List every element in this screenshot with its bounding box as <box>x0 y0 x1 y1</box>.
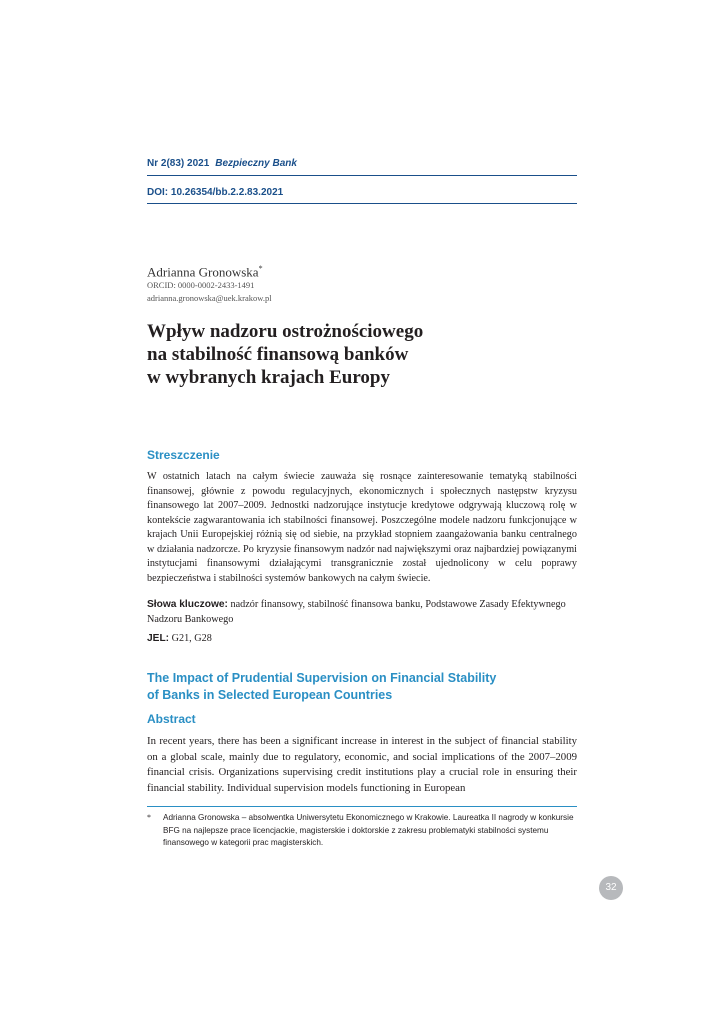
abstract-en-heading: Abstract <box>147 712 196 726</box>
jel-label: JEL: <box>147 633 170 644</box>
abstract-pl-heading: Streszczenie <box>147 448 220 462</box>
keywords-label: Słowa kluczowe: <box>147 599 228 610</box>
running-header <box>147 158 577 169</box>
abstract-pl-text: W ostatnich latach na całym świecie zauważa się rosnące zainteresowanie tematyką stabilności finansowej, głównie z powodu regulacyjnych, ekonomicznych i społecznych następstw kryzysu finansowego lat 2007–2009. Jednostki nadzorujące instytucje kredytowe odgrywają kluczową rolę w kontekście zagwarantowania ich stabilności finansowej. Poszczególne modele nadzoru funkcjonujące w krajach Unii Europejskiej różnią się od siebie, na przykład stopniem zaangażowania banku centralnego w działania nadzorcze. Po kryzysie finansowym nadzór nad największymi oraz najbardziej powiązanymi instytucjami finansowymi działającymi transgranicznie został ujednolicony w celu poprawy bezpieczeństwa i stabilności systemów bankowych na całym świecie. <box>147 471 577 584</box>
issue-number: Nr 2(83) 2021 <box>147 158 210 169</box>
header-rule <box>147 175 577 176</box>
journal-name: Bezpieczny Bank <box>215 158 297 169</box>
keywords <box>147 598 577 627</box>
keywords-text: nadzór finansowy, stabilność finansowa banku, Podstawowe Zasady Efektywnego Nadzoru Bankowego <box>147 599 566 625</box>
article-title-en <box>147 670 577 704</box>
footnote-rule <box>147 806 577 807</box>
page-number: 32 <box>599 876 623 900</box>
title-en-line: of Banks in Selected European Countries <box>147 688 393 702</box>
footnote-marker: * <box>147 813 151 822</box>
title-pl-line: na stabilność finansową banków <box>147 344 409 365</box>
doi: DOI: 10.26354/bb.2.2.83.2021 <box>147 187 284 198</box>
title-en-line: The Impact of Prudential Supervision on Financial Stability <box>147 671 497 685</box>
jel-text: G21, G28 <box>171 633 212 644</box>
author-email: adrianna.gronowska@uek.krakow.pl <box>147 293 272 303</box>
abstract-en-text: In recent years, there has been a significant increase in interest in the subject of financial stability on a global scale, mainly due to regulatory, economic, and social implications of the 2007–2009 financial crisis. Organizations supervising credit institutions play a crucial role in ensuring their financial stability. Individual supervision models functioning in European <box>147 735 577 794</box>
article-title-pl <box>147 320 577 389</box>
title-pl-line: Wpływ nadzoru ostrożnościowego <box>147 321 424 342</box>
footnote-text: Adrianna Gronowska – absolwentka Uniwersytetu Ekonomicznego w Krakowie. Laureatka II nagrody w konkursie BFG na najlepsze prace licencjackie, magisterskie i doktorskie z zakresu problematyki stabilności systemu finansowego w kategorii prac magisterskich. <box>163 813 574 847</box>
jel-codes <box>147 633 212 644</box>
doi-rule <box>147 203 577 204</box>
author-footnote-marker: * <box>258 264 263 273</box>
author-name-text: Adrianna Gronowska <box>147 264 259 280</box>
author-orcid: ORCID: 0000-0002-2433-1491 <box>147 280 255 290</box>
title-pl-line: w wybranych krajach Europy <box>147 367 390 388</box>
author-name <box>147 264 263 280</box>
